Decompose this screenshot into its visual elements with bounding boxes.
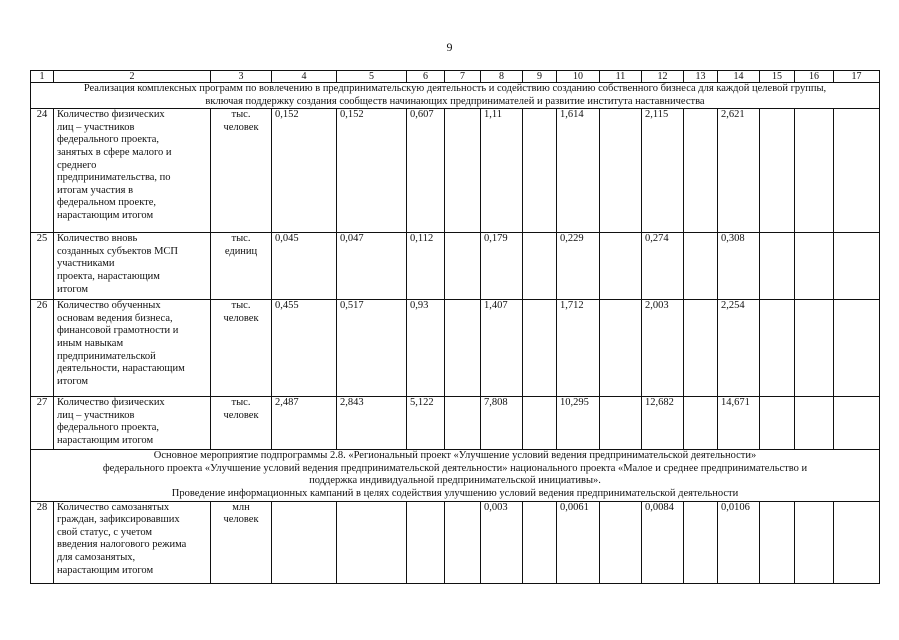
unit-line: человек xyxy=(223,121,259,133)
indicator-name-line: деятельности, нарастающим xyxy=(57,363,185,375)
value-cell: 0,047 xyxy=(337,233,407,300)
column-number: 5 xyxy=(337,71,407,83)
column-number-row xyxy=(31,71,880,83)
column-number: 12 xyxy=(642,71,684,83)
value-cell: 0,152 xyxy=(337,109,407,233)
unit-cell xyxy=(211,397,272,450)
unit-cell xyxy=(211,501,272,583)
indicator-name-line: иным навыкам xyxy=(57,337,124,349)
value-cell xyxy=(523,501,557,583)
section-title-line: Основное мероприятие подпрограммы 2.8. «Региональный проект «Улучшение условий ведения предпринимательской деятельности» xyxy=(153,450,757,462)
value-cell: 0,455 xyxy=(272,300,337,397)
column-number: 7 xyxy=(445,71,481,83)
column-number: 1 xyxy=(31,71,54,83)
column-number: 14 xyxy=(718,71,760,83)
indicator-name xyxy=(54,397,211,450)
value-cell: 0,0106 xyxy=(718,501,760,583)
value-cell: 2,487 xyxy=(272,397,337,450)
unit-line: тыс. xyxy=(231,233,251,245)
value-cell xyxy=(684,300,718,397)
indicator-name-line: для самозанятых, xyxy=(57,551,136,563)
column-number: 13 xyxy=(684,71,718,83)
value-cell xyxy=(600,300,642,397)
value-cell xyxy=(445,300,481,397)
unit-line: человек xyxy=(223,514,259,526)
column-number: 3 xyxy=(211,71,272,83)
indicator-name-line: финансовой грамотности и xyxy=(57,325,179,337)
indicator-name-line: предпринимательства, по xyxy=(57,172,171,184)
value-cell xyxy=(760,501,795,583)
indicator-name xyxy=(54,501,211,583)
value-cell xyxy=(600,501,642,583)
indicator-name-line: федерального проекта, xyxy=(57,422,160,434)
section-title-line: федерального проекта «Улучшение условий ведения предпринимательской деятельности» национального проекта «Малое и среднее предпринимательство и xyxy=(102,462,808,474)
value-cell xyxy=(795,397,834,450)
indicator-name-line: итогом xyxy=(57,283,89,295)
unit-cell xyxy=(211,233,272,300)
table-row xyxy=(31,233,880,300)
row-number: 27 xyxy=(31,397,54,450)
value-cell: 2,843 xyxy=(337,397,407,450)
value-cell: 2,115 xyxy=(642,109,684,233)
value-cell: 14,671 xyxy=(718,397,760,450)
row-number: 28 xyxy=(31,501,54,583)
value-cell xyxy=(684,109,718,233)
page-number: 9 xyxy=(446,40,453,54)
row-number: 25 xyxy=(31,233,54,300)
value-cell: 0,274 xyxy=(642,233,684,300)
unit-line: человек xyxy=(223,409,259,421)
column-number: 9 xyxy=(523,71,557,83)
indicator-name-line: нарастающим итогом xyxy=(57,209,154,221)
unit-line: млн xyxy=(232,501,250,513)
value-cell xyxy=(834,397,880,450)
value-cell xyxy=(834,109,880,233)
value-cell xyxy=(760,233,795,300)
value-cell xyxy=(795,109,834,233)
value-cell xyxy=(272,501,337,583)
column-number: 15 xyxy=(760,71,795,83)
value-cell: 0,308 xyxy=(718,233,760,300)
value-cell: 12,682 xyxy=(642,397,684,450)
value-cell xyxy=(600,109,642,233)
table-row xyxy=(31,109,880,233)
value-cell: 1,11 xyxy=(481,109,523,233)
value-cell: 0,93 xyxy=(407,300,445,397)
column-number: 11 xyxy=(600,71,642,83)
indicator-name-line: Количество физических xyxy=(57,109,165,121)
section-title-line: Проведение информационных кампаний в целях содействия улучшению условий ведения предпринимательской деятельности xyxy=(171,487,739,499)
table-row xyxy=(31,397,880,450)
indicator-name-line: Количество физических xyxy=(57,397,165,409)
indicator-name-line: занятых в сфере малого и xyxy=(57,146,172,158)
section-title xyxy=(31,450,880,501)
value-cell xyxy=(523,397,557,450)
value-cell: 0,517 xyxy=(337,300,407,397)
unit-cell xyxy=(211,300,272,397)
section-title-line: включая поддержку создания сообществ начинающих предпринимателей и развитие института наставничества xyxy=(205,95,705,107)
indicators-table xyxy=(30,70,880,584)
value-cell: 1,712 xyxy=(557,300,600,397)
section-header-row xyxy=(31,450,880,501)
value-cell xyxy=(600,397,642,450)
value-cell xyxy=(834,501,880,583)
value-cell xyxy=(523,300,557,397)
row-number: 26 xyxy=(31,300,54,397)
value-cell xyxy=(760,109,795,233)
indicator-name-line: проекта, нарастающим xyxy=(57,270,160,282)
column-number: 17 xyxy=(834,71,880,83)
value-cell xyxy=(684,397,718,450)
value-cell xyxy=(760,397,795,450)
indicator-name-line: участниками xyxy=(57,258,115,270)
column-number: 2 xyxy=(54,71,211,83)
column-number: 10 xyxy=(557,71,600,83)
value-cell: 7,808 xyxy=(481,397,523,450)
unit-line: человек xyxy=(223,312,259,324)
indicator-name-line: федеральном проекте, xyxy=(57,197,157,209)
value-cell xyxy=(760,300,795,397)
value-cell xyxy=(337,501,407,583)
value-cell xyxy=(523,109,557,233)
indicator-name-line: основам ведения бизнеса, xyxy=(57,312,173,324)
section-title-line: Реализация комплексных программ по вовлечению в предпринимательскую деятельность и содействию созданию собственного бизнеса для каждой целевой группы, xyxy=(83,83,827,94)
value-cell xyxy=(795,501,834,583)
unit-line: единиц xyxy=(224,245,258,257)
indicator-name-line: федерального проекта, xyxy=(57,134,160,146)
indicator-name-line: созданных субъектов МСП xyxy=(57,245,179,257)
value-cell xyxy=(600,233,642,300)
indicator-name-line: лиц – участников xyxy=(57,121,135,133)
value-cell: 0,0084 xyxy=(642,501,684,583)
value-cell: 2,254 xyxy=(718,300,760,397)
indicator-name-line: итогом xyxy=(57,375,89,387)
unit-cell xyxy=(211,109,272,233)
section-header-row xyxy=(31,83,880,109)
value-cell xyxy=(445,109,481,233)
section-title-line: поддержка индивидуальной предпринимательской инициативы». xyxy=(309,475,601,487)
value-cell: 5,122 xyxy=(407,397,445,450)
indicator-name-line: введения налогового режима xyxy=(57,539,187,551)
value-cell: 2,621 xyxy=(718,109,760,233)
column-number: 8 xyxy=(481,71,523,83)
indicator-name-line: свой статус, с учетом xyxy=(57,526,153,538)
value-cell xyxy=(445,397,481,450)
value-cell: 0,607 xyxy=(407,109,445,233)
value-cell: 0,003 xyxy=(481,501,523,583)
value-cell xyxy=(523,233,557,300)
value-cell: 2,003 xyxy=(642,300,684,397)
unit-line: тыс. xyxy=(231,300,251,312)
value-cell xyxy=(795,300,834,397)
unit-line: тыс. xyxy=(231,109,251,121)
table-row xyxy=(31,300,880,397)
value-cell: 0,112 xyxy=(407,233,445,300)
column-number: 4 xyxy=(272,71,337,83)
value-cell xyxy=(795,233,834,300)
indicator-name-line: предпринимательской xyxy=(57,350,156,362)
table-row xyxy=(31,501,880,583)
indicator-name-line: среднего xyxy=(57,159,97,171)
value-cell: 1,407 xyxy=(481,300,523,397)
indicator-name xyxy=(54,300,211,397)
indicator-name-line: Количество обученных xyxy=(57,300,161,312)
value-cell: 0,229 xyxy=(557,233,600,300)
indicator-name-line: Количество вновь xyxy=(57,233,138,245)
indicator-name-line: лиц – участников xyxy=(57,409,135,421)
row-number: 24 xyxy=(31,109,54,233)
value-cell: 1,614 xyxy=(557,109,600,233)
value-cell xyxy=(834,300,880,397)
indicator-name xyxy=(54,109,211,233)
unit-line: тыс. xyxy=(231,397,251,409)
section-title xyxy=(31,83,880,109)
indicator-name-line: Количество самозанятых xyxy=(57,501,170,513)
value-cell: 0,152 xyxy=(272,109,337,233)
indicator-name-line: нарастающим итогом xyxy=(57,434,154,446)
value-cell xyxy=(834,233,880,300)
value-cell xyxy=(684,233,718,300)
indicator-name-line: граждан, зафиксировавших xyxy=(57,514,180,526)
column-number: 6 xyxy=(407,71,445,83)
value-cell: 10,295 xyxy=(557,397,600,450)
indicator-name-line: итогам участия в xyxy=(57,184,134,196)
value-cell: 0,045 xyxy=(272,233,337,300)
value-cell xyxy=(445,501,481,583)
value-cell: 0,0061 xyxy=(557,501,600,583)
value-cell xyxy=(445,233,481,300)
indicator-name-line: нарастающим итогом xyxy=(57,564,154,576)
column-number: 16 xyxy=(795,71,834,83)
indicator-name xyxy=(54,233,211,300)
value-cell xyxy=(407,501,445,583)
value-cell xyxy=(684,501,718,583)
value-cell: 0,179 xyxy=(481,233,523,300)
